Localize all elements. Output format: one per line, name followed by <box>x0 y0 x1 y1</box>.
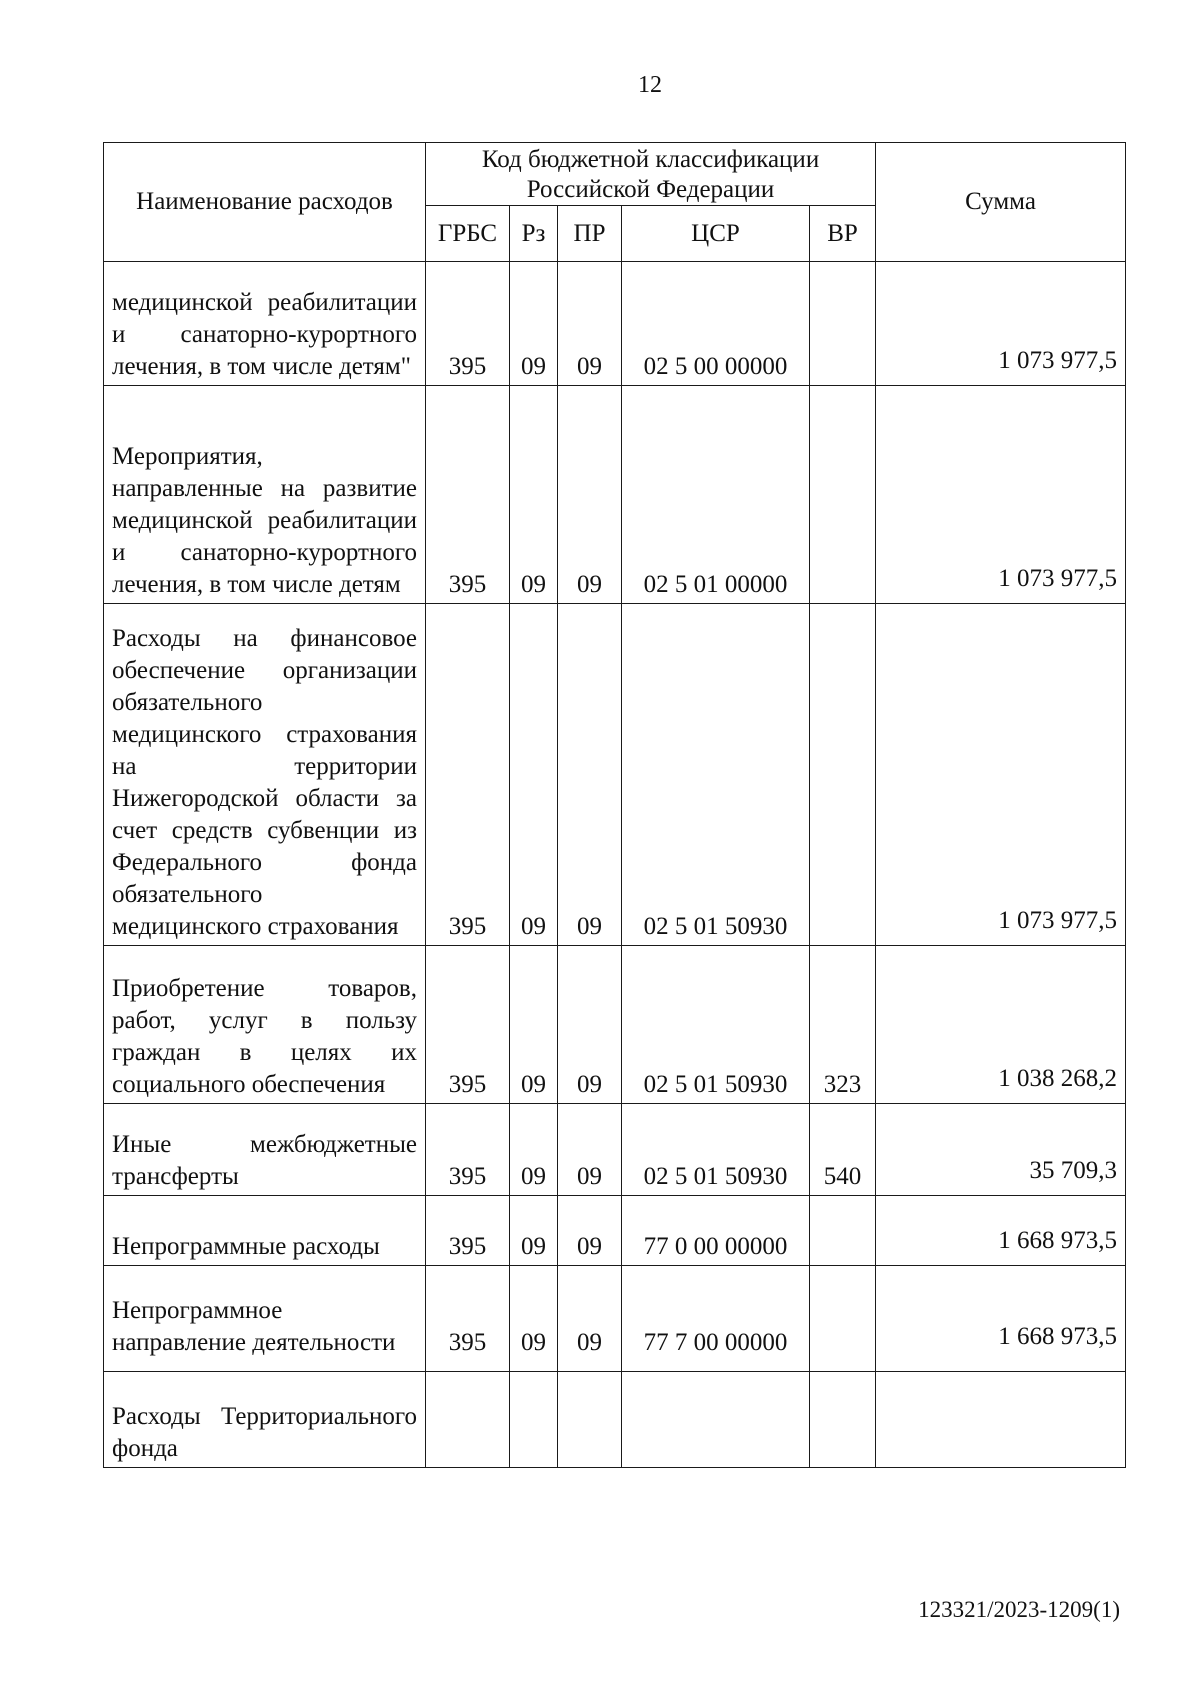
row-rz: 09 <box>510 1266 558 1372</box>
row-name: Непрограммные расходы <box>104 1196 426 1266</box>
row-pr: 09 <box>558 1266 622 1372</box>
header-pr: ПР <box>558 206 622 262</box>
row-name: Расходы на финансовое обеспечение организации обязательного медицинского страхования на территории Нижегородской области за счет средств субвенции из Федерального фонда обязательного медицинского страхования <box>104 604 426 946</box>
row-vr <box>810 1266 876 1372</box>
row-name: Непрограммное направление деятельности <box>104 1266 426 1372</box>
row-rz: 09 <box>510 946 558 1104</box>
row-vr <box>810 1196 876 1266</box>
row-sum: 1 073 977,5 <box>876 386 1126 604</box>
row-csr: 02 5 01 50930 <box>622 1104 810 1196</box>
row-grbs: 395 <box>426 1266 510 1372</box>
row-pr: 09 <box>558 1196 622 1266</box>
row-pr: 09 <box>558 946 622 1104</box>
row-vr <box>810 604 876 946</box>
row-name: Расходы Территориального фонда <box>104 1372 426 1468</box>
row-rz <box>510 1372 558 1468</box>
row-csr: 77 0 00 00000 <box>622 1196 810 1266</box>
page-number: 12 <box>638 72 662 98</box>
row-vr: 540 <box>810 1104 876 1196</box>
row-csr: 02 5 01 50930 <box>622 604 810 946</box>
table-row <box>104 1104 1126 1196</box>
header-csr: ЦСР <box>622 206 810 262</box>
row-grbs: 395 <box>426 1196 510 1266</box>
row-grbs <box>426 1372 510 1468</box>
row-csr <box>622 1372 810 1468</box>
header-vr: ВР <box>810 206 876 262</box>
row-rz: 09 <box>510 604 558 946</box>
row-vr <box>810 262 876 386</box>
table-row <box>104 262 1126 386</box>
row-sum <box>876 1372 1126 1468</box>
table-row <box>104 1266 1126 1372</box>
row-sum: 1 073 977,5 <box>876 604 1126 946</box>
row-vr <box>810 1372 876 1468</box>
table-row <box>104 386 1126 604</box>
row-rz: 09 <box>510 1104 558 1196</box>
row-rz: 09 <box>510 262 558 386</box>
document-id: 123321/2023-1209(1) <box>918 1597 1120 1622</box>
table-row <box>104 1196 1126 1266</box>
row-grbs: 395 <box>426 1104 510 1196</box>
row-csr: 02 5 01 50930 <box>622 946 810 1104</box>
row-vr: 323 <box>810 946 876 1104</box>
budget-table <box>103 142 1126 1468</box>
row-grbs: 395 <box>426 604 510 946</box>
row-name: Мероприятия, направленные на развитие медицинской реабилитации и санаторно-курортного лечения, в том числе детям <box>104 386 426 604</box>
row-csr: 77 7 00 00000 <box>622 1266 810 1372</box>
row-sum: 1 038 268,2 <box>876 946 1126 1104</box>
row-name: медицинской реабилитации и санаторно-курортного лечения, в том числе детям" <box>104 262 426 386</box>
row-sum: 1 668 973,5 <box>876 1266 1126 1372</box>
row-vr <box>810 386 876 604</box>
table-row <box>104 604 1126 946</box>
row-grbs: 395 <box>426 262 510 386</box>
row-rz: 09 <box>510 1196 558 1266</box>
header-rz: Рз <box>510 206 558 262</box>
table-row <box>104 1372 1126 1468</box>
header-grbs: ГРБС <box>426 206 510 262</box>
row-rz: 09 <box>510 386 558 604</box>
row-grbs: 395 <box>426 386 510 604</box>
row-csr: 02 5 01 00000 <box>622 386 810 604</box>
row-csr: 02 5 00 00000 <box>622 262 810 386</box>
row-pr: 09 <box>558 604 622 946</box>
row-sum: 1 073 977,5 <box>876 262 1126 386</box>
row-pr: 09 <box>558 262 622 386</box>
header-code-group: Код бюджетной классификации Российской Федерации <box>426 143 876 206</box>
row-grbs: 395 <box>426 946 510 1104</box>
row-sum: 35 709,3 <box>876 1104 1126 1196</box>
header-name: Наименование расходов <box>104 143 426 262</box>
row-pr <box>558 1372 622 1468</box>
row-pr: 09 <box>558 386 622 604</box>
row-sum: 1 668 973,5 <box>876 1196 1126 1266</box>
header-sum: Сумма <box>876 143 1126 262</box>
row-name: Приобретение товаров, работ, услуг в пользу граждан в целях их социального обеспечения <box>104 946 426 1104</box>
row-pr: 09 <box>558 1104 622 1196</box>
table-row <box>104 946 1126 1104</box>
row-name: Иные межбюджетные трансферты <box>104 1104 426 1196</box>
